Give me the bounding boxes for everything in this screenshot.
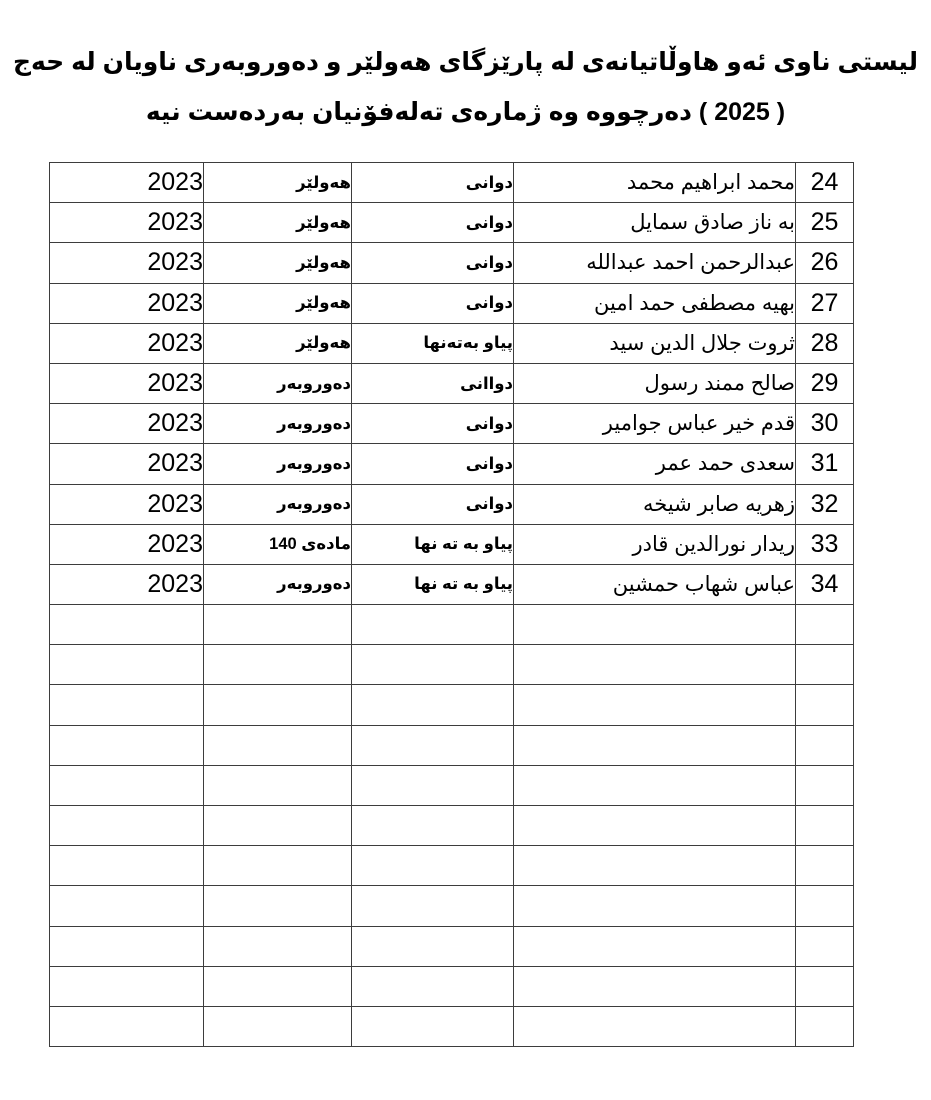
table-row <box>50 886 854 926</box>
cell-location: هەولێر <box>204 283 352 323</box>
hajj-roster-table <box>49 162 854 1047</box>
cell-name: قدم خير عباس جوامير <box>514 404 796 444</box>
cell-row-number <box>796 806 854 846</box>
cell-row-number: 27 <box>796 283 854 323</box>
cell-type <box>352 926 514 966</box>
cell-type: پیاو بەتەنها <box>352 323 514 363</box>
cell-row-number <box>796 645 854 685</box>
table-row <box>50 524 854 564</box>
cell-row-number: 30 <box>796 404 854 444</box>
cell-location <box>204 765 352 805</box>
cell-row-number: 29 <box>796 363 854 403</box>
cell-location: مادەی 140 <box>204 524 352 564</box>
page-title-line1: لیستی ناوی ئەو هاوڵاتیانەی له پارێزگای هەولێر و دەوروبەری ناویان له حەج <box>12 48 919 76</box>
cell-row-number: 32 <box>796 484 854 524</box>
cell-year: 2023 <box>50 524 204 564</box>
cell-year: 2023 <box>50 484 204 524</box>
table-row <box>50 1006 854 1046</box>
cell-row-number <box>796 846 854 886</box>
page-title-line2: ( 2025 ) دەرچووە وە ژمارەی تەلەفۆنیان بەردەست نیە <box>145 97 786 126</box>
table-row <box>50 765 854 805</box>
cell-row-number: 26 <box>796 243 854 283</box>
cell-type: دوانی <box>352 163 514 203</box>
table-row <box>50 363 854 403</box>
cell-year: 2023 <box>50 243 204 283</box>
cell-year <box>50 806 204 846</box>
cell-name <box>514 846 796 886</box>
cell-location: دەوروبەر <box>204 564 352 604</box>
cell-location: هەولێر <box>204 243 352 283</box>
cell-name <box>514 645 796 685</box>
cell-row-number: 24 <box>796 163 854 203</box>
cell-year: 2023 <box>50 404 204 444</box>
table-row <box>50 444 854 484</box>
cell-name: عباس شهاب حمشين <box>514 564 796 604</box>
cell-year <box>50 886 204 926</box>
cell-location: دەوروبەر <box>204 444 352 484</box>
cell-location <box>204 725 352 765</box>
cell-type <box>352 765 514 805</box>
cell-type: دوانی <box>352 203 514 243</box>
cell-year: 2023 <box>50 323 204 363</box>
cell-location: هەولێر <box>204 163 352 203</box>
table-row <box>50 966 854 1006</box>
cell-name <box>514 765 796 805</box>
cell-type: دوانی <box>352 283 514 323</box>
table-row <box>50 323 854 363</box>
cell-type <box>352 645 514 685</box>
cell-location <box>204 806 352 846</box>
cell-name <box>514 605 796 645</box>
cell-name <box>514 725 796 765</box>
cell-row-number: 33 <box>796 524 854 564</box>
cell-name: بە ناز صادق سمايل <box>514 203 796 243</box>
table-row <box>50 645 854 685</box>
cell-row-number <box>796 685 854 725</box>
cell-location <box>204 645 352 685</box>
cell-type <box>352 605 514 645</box>
cell-name <box>514 886 796 926</box>
cell-row-number <box>796 966 854 1006</box>
cell-location: هەولێر <box>204 203 352 243</box>
cell-year: 2023 <box>50 363 204 403</box>
cell-location: دەوروبەر <box>204 363 352 403</box>
table-row <box>50 404 854 444</box>
cell-year <box>50 846 204 886</box>
table-row <box>50 163 854 203</box>
cell-year: 2023 <box>50 283 204 323</box>
cell-year <box>50 1006 204 1046</box>
cell-year <box>50 725 204 765</box>
cell-name: بهيه مصطفى حمد امين <box>514 283 796 323</box>
table-row <box>50 685 854 725</box>
cell-name <box>514 806 796 846</box>
cell-name: محمد ابراهيم محمد <box>514 163 796 203</box>
cell-year <box>50 685 204 725</box>
cell-row-number <box>796 765 854 805</box>
cell-type <box>352 725 514 765</box>
cell-row-number: 31 <box>796 444 854 484</box>
cell-location <box>204 1006 352 1046</box>
cell-location: دەوروبەر <box>204 404 352 444</box>
table-row <box>50 926 854 966</box>
cell-location <box>204 605 352 645</box>
cell-location: هەولێر <box>204 323 352 363</box>
cell-type: دوانی <box>352 484 514 524</box>
cell-year: 2023 <box>50 444 204 484</box>
roster-table-body <box>50 163 854 1047</box>
cell-row-number: 34 <box>796 564 854 604</box>
cell-name: صالح ممند رسول <box>514 363 796 403</box>
cell-name <box>514 1006 796 1046</box>
cell-location <box>204 685 352 725</box>
cell-row-number <box>796 926 854 966</box>
table-row <box>50 203 854 243</box>
table-row <box>50 806 854 846</box>
table-row <box>50 243 854 283</box>
cell-location <box>204 886 352 926</box>
cell-type <box>352 966 514 1006</box>
table-row <box>50 484 854 524</box>
cell-row-number <box>796 1006 854 1046</box>
cell-row-number <box>796 605 854 645</box>
cell-name: ثروت جلال الدين سيد <box>514 323 796 363</box>
cell-year: 2023 <box>50 203 204 243</box>
table-row <box>50 564 854 604</box>
cell-type: دوانی <box>352 243 514 283</box>
cell-type: دواانی <box>352 363 514 403</box>
cell-location <box>204 926 352 966</box>
cell-type: پیاو بە تە نها <box>352 524 514 564</box>
table-row <box>50 283 854 323</box>
cell-location <box>204 846 352 886</box>
cell-location <box>204 966 352 1006</box>
table-row <box>50 725 854 765</box>
cell-year: 2023 <box>50 564 204 604</box>
cell-location: دەوروبەر <box>204 484 352 524</box>
cell-row-number <box>796 725 854 765</box>
cell-type <box>352 1006 514 1046</box>
table-row <box>50 846 854 886</box>
cell-row-number <box>796 886 854 926</box>
cell-type <box>352 846 514 886</box>
cell-year <box>50 645 204 685</box>
cell-name <box>514 685 796 725</box>
cell-name <box>514 926 796 966</box>
cell-name: عبدالرحمن احمد عبدالله <box>514 243 796 283</box>
cell-year <box>50 605 204 645</box>
table-row <box>50 605 854 645</box>
cell-row-number: 28 <box>796 323 854 363</box>
cell-type <box>352 806 514 846</box>
cell-name: ريدار نورالدين قادر <box>514 524 796 564</box>
cell-name <box>514 966 796 1006</box>
cell-type: دوانی <box>352 404 514 444</box>
cell-year <box>50 926 204 966</box>
cell-year <box>50 966 204 1006</box>
cell-type: پیاو بە تە نها <box>352 564 514 604</box>
cell-type: دوانی <box>352 444 514 484</box>
cell-name: زهريه صابر شيخه <box>514 484 796 524</box>
cell-year: 2023 <box>50 163 204 203</box>
cell-row-number: 25 <box>796 203 854 243</box>
cell-year <box>50 765 204 805</box>
cell-type <box>352 886 514 926</box>
cell-type <box>352 685 514 725</box>
cell-name: سعدى حمد عمر <box>514 444 796 484</box>
